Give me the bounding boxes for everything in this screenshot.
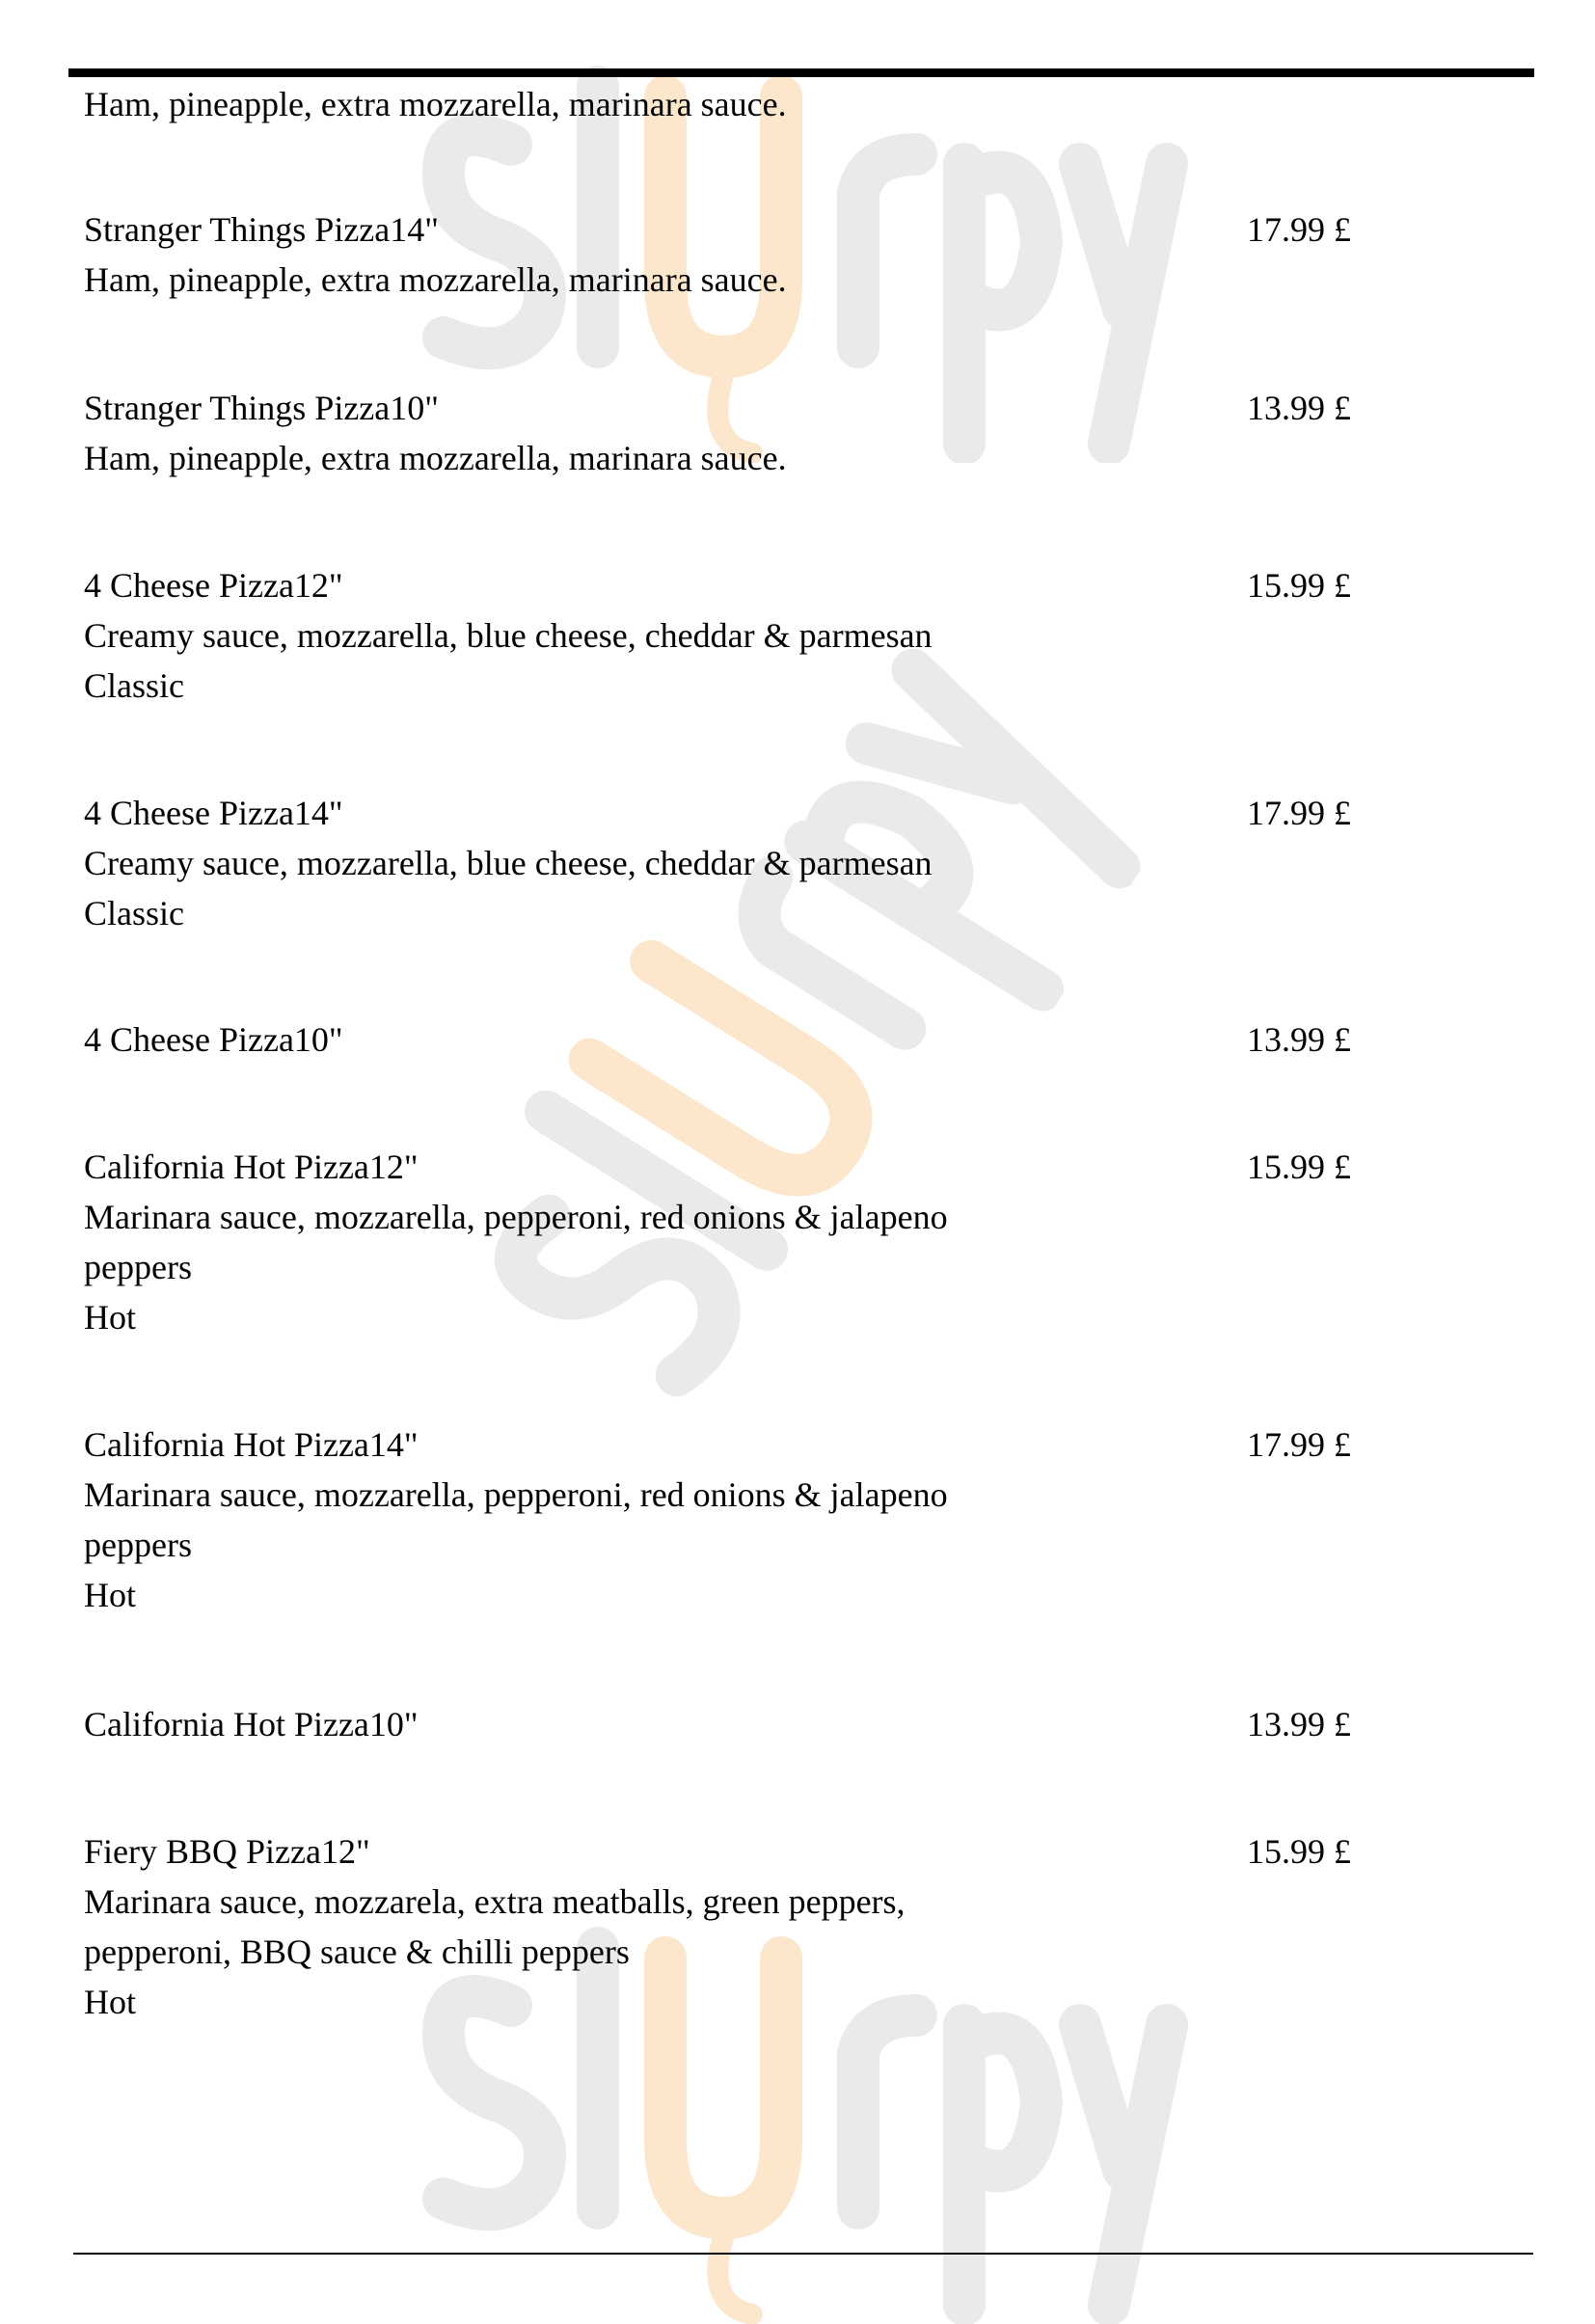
item-description: Classic [84, 666, 184, 705]
menu-item [84, 788, 1530, 938]
item-description: Marinara sauce, mozzarella, pepperoni, red onions & jalapeno [84, 1198, 948, 1236]
menu-item [84, 204, 1530, 305]
menu-item [84, 1826, 1530, 2027]
item-description: Ham, pineapple, extra mozzarella, marinara sauce. [84, 260, 787, 299]
item-name: 4 Cheese Pizza12" [84, 566, 343, 605]
item-name: California Hot Pizza14" [84, 1425, 419, 1464]
item-name: Stranger Things Pizza10" [84, 389, 439, 427]
item-price: 13.99 £ [1247, 1705, 1351, 1743]
menu-item [84, 1699, 1530, 1749]
menu-item [84, 560, 1530, 711]
menu-item [84, 1142, 1530, 1342]
menu-item [84, 383, 1530, 483]
menu-item [84, 1014, 1530, 1065]
item-price: 13.99 £ [1247, 389, 1351, 427]
item-description: Hot [84, 1983, 136, 2021]
item-name: Stranger Things Pizza14" [84, 210, 439, 249]
menu-item [84, 1419, 1530, 1620]
item-price: 15.99 £ [1247, 1832, 1351, 1871]
item-description: Creamy sauce, mozzarella, blue cheese, cheddar & parmesan [84, 616, 933, 655]
top-divider [68, 68, 1534, 77]
item-description: peppers [84, 1248, 192, 1286]
item-price: 17.99 £ [1247, 1425, 1351, 1464]
item-name: 4 Cheese Pizza14" [84, 794, 343, 832]
item-price: 13.99 £ [1247, 1020, 1351, 1059]
item-price: 17.99 £ [1247, 210, 1351, 249]
item-name: Fiery BBQ Pizza12" [84, 1832, 370, 1871]
item-description: Hot [84, 1298, 136, 1337]
item-description: pepperoni, BBQ sauce & chilli peppers [84, 1932, 630, 1971]
item-price: 17.99 £ [1247, 794, 1351, 832]
bottom-divider [73, 2253, 1533, 2255]
item-name: California Hot Pizza10" [84, 1705, 419, 1743]
menu-item [84, 79, 1530, 129]
item-description: Marinara sauce, mozzarella, pepperoni, red onions & jalapeno [84, 1475, 948, 1514]
item-price: 15.99 £ [1247, 1148, 1351, 1186]
item-description: Classic [84, 894, 184, 932]
item-description: Hot [84, 1576, 136, 1614]
item-name: California Hot Pizza12" [84, 1148, 419, 1186]
item-description: Ham, pineapple, extra mozzarella, marinara sauce. [84, 85, 787, 123]
item-description: Marinara sauce, mozzarela, extra meatballs, green peppers, [84, 1882, 906, 1921]
item-description: Ham, pineapple, extra mozzarella, marinara sauce. [84, 439, 787, 477]
item-description: Creamy sauce, mozzarella, blue cheese, cheddar & parmesan [84, 844, 933, 882]
item-price: 15.99 £ [1247, 566, 1351, 605]
item-name: 4 Cheese Pizza10" [84, 1020, 343, 1059]
item-description: peppers [84, 1526, 192, 1564]
